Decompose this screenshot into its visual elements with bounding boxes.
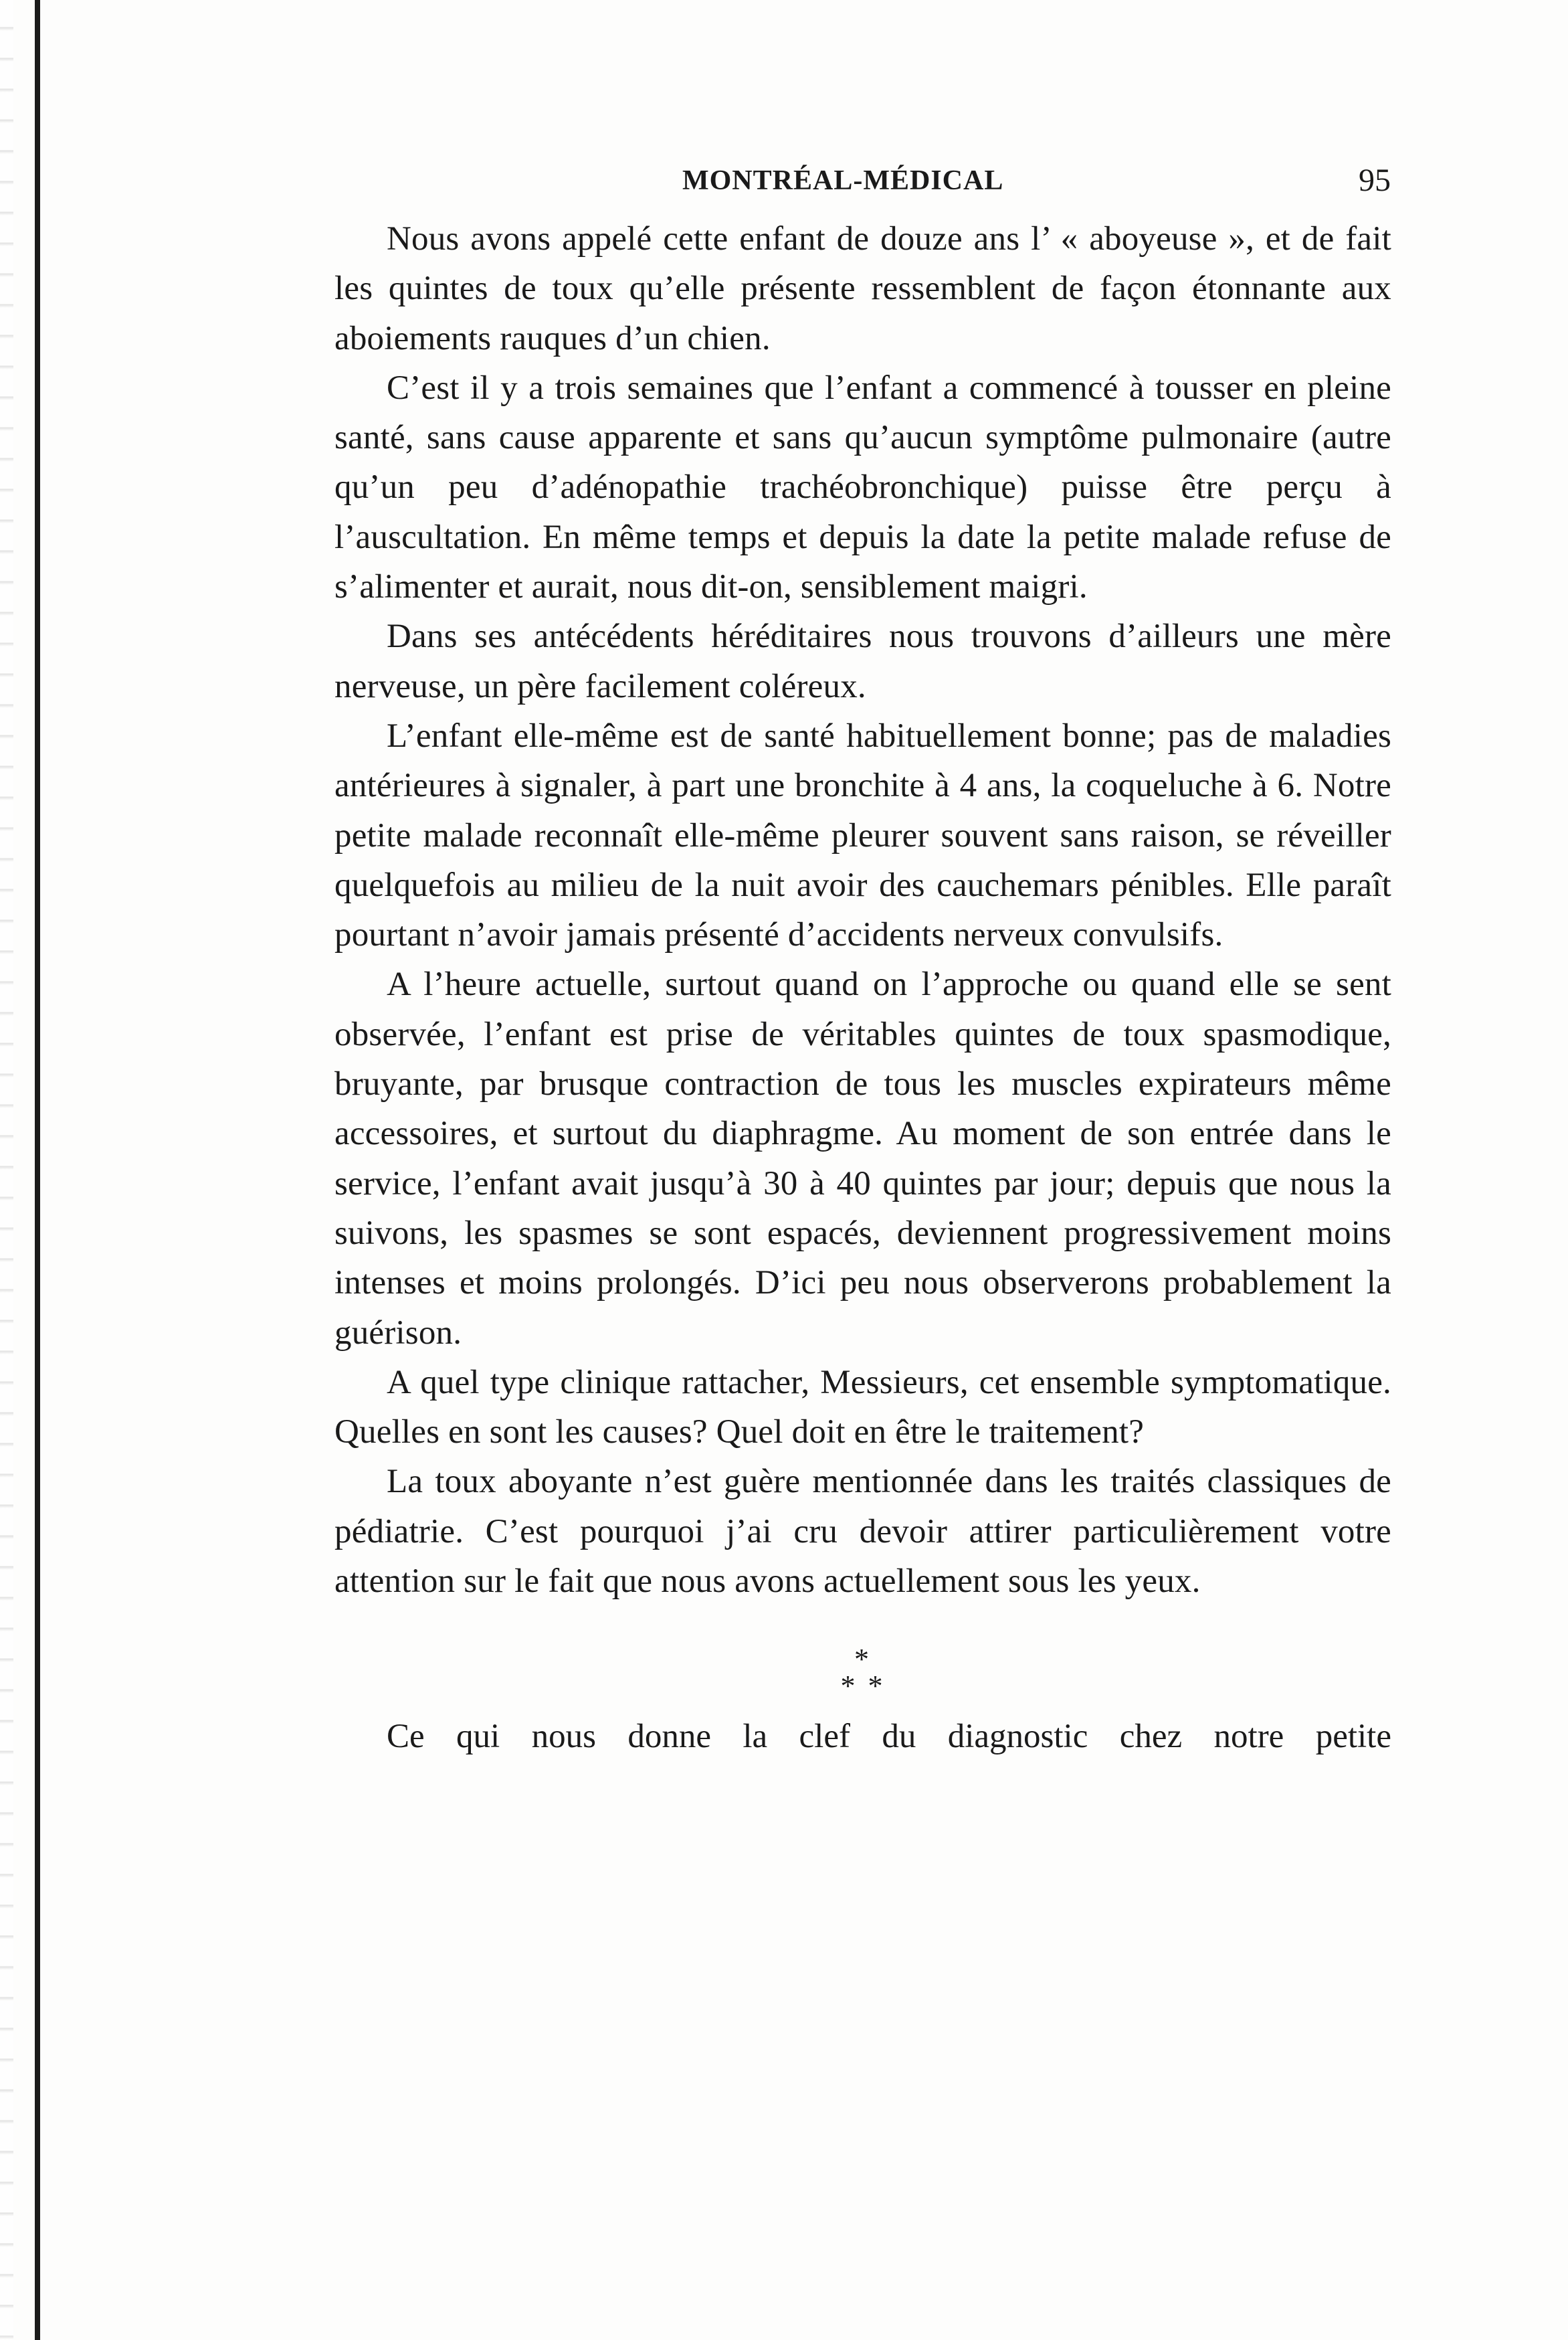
paragraph-5: A l’heure actuelle, surtout quand on l’approche ou quand elle se sent observée, l’enfant est prise de véritables quintes de toux spasmodique, bruyante, par brusque contraction de tous les muscles expirateurs même accessoires, et surtout du diaphragme. Au moment de son entrée dans le service, l’enfant avait jusqu’à 30 à 40 quintes par jour; depuis que nous la suivons, les spasmes se sont espacés, deviennent progressivement moins intenses et moins prolongés. D’ici peu nous observerons probablement la guérison. <box>334 966 1391 1352</box>
binding-margin-line <box>35 0 40 2340</box>
page-edge-shadow <box>0 0 13 2340</box>
paragraph-6: A quel type clinique rattacher, Messieurs, cet ensemble symptomatique. Quelles en sont les causes? Quel doit en être le traitement? <box>334 1363 1391 1451</box>
section-break-asterism <box>334 1643 1391 1705</box>
page-number: 95 <box>1359 163 1391 198</box>
asterism-glyphs: * * * <box>840 1643 886 1703</box>
paragraph-7: La toux aboyante n’est guère mentionnée dans les traités classiques de pédiatrie. C’est pourquoi j’ai cru devoir attirer particulièrement votre attention sur le fait que nous avons actuellement sous les yeux. <box>334 1463 1391 1601</box>
running-title: MONTRÉAL-MÉDICAL <box>682 165 1004 196</box>
paragraph-4: L’enfant elle-même est de santé habituellement bonne; pas de maladies antérieures à signaler, à part une bronchite à 4 ans, la coqueluche à 6. Notre petite malade reconnaît elle-même pleurer souvent sans raison, se réveiller quelquefois au milieu de la nuit avoir des cauchemars pénibles. Elle paraît pourtant n’avoir jamais présenté d’accidents nerveux convulsifs. <box>334 717 1391 954</box>
continuation-line: Ce qui nous donne la clef du diagnostic chez notre petite <box>387 1718 1391 1756</box>
page-header <box>682 161 1391 201</box>
paragraph-1: Nous avons appelé cette enfant de douze ans l’ « aboyeuse », et de fait les quintes de toux qu’elle présente ressemblent de façon étonnante aux aboiements rauques d’un chien. <box>334 220 1391 357</box>
body-text <box>334 214 1391 1762</box>
paragraph-2: C’est il y a trois semaines que l’enfant a commencé à tousser en pleine santé, sans cause apparente et sans qu’aucun symptôme pulmonaire (autre qu’un peu d’adénopathie trachéobronchique) puisse être perçu à l’auscultation. En même temps et depuis la date la petite malade refuse de s’alimenter et aurait, nous dit-on, sensiblement maigri. <box>334 369 1391 606</box>
paragraph-3: Dans ses antécédents héréditaires nous trouvons d’ailleurs une mère nerveuse, un père facilement coléreux. <box>334 618 1391 705</box>
